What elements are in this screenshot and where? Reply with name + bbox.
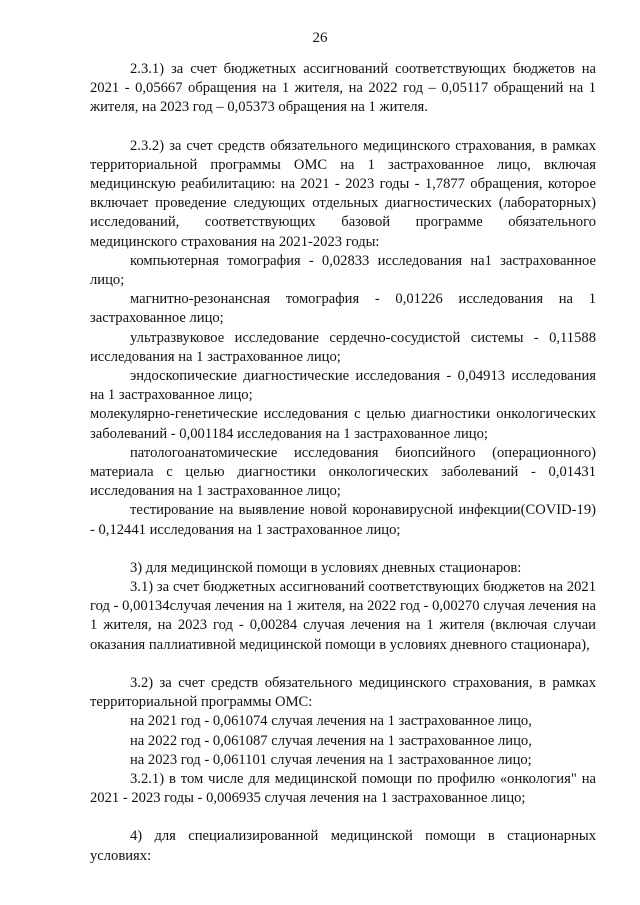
paragraph: 3.1) за счет бюджетных ассигнований соответствующих бюджетов на 2021 год - 0,00134случая лечения на 1 жителя, на 2022 год - 0,00270 случая лечения на 1 жителя, на 2023 год - 0,00284 случая лечения на 1 жителя (включая случаи оказания паллиативной медицинской помощи в условиях дневного стационара),	[90, 579, 596, 653]
page-number: 26	[312, 30, 328, 46]
paragraph: компьютерная томография - 0,02833 исследования на1 застрахованное лицо;	[90, 252, 596, 289]
paragraph: на 2023 год - 0,061101 случая лечения на 1 застрахованное лицо;	[130, 751, 532, 768]
paragraph: 2.3.2) за счет средств обязательного медицинского страхования, в рамках территориальной программы ОМС на 1 застрахованное лицо, включая медицинскую реабилитацию: на 2021 - 2023 годы - 1,7877 обращения, которое включает проведение следующих отдельных диагностических (лабораторных) исследований, соответствующих базовой программе обязательного медицинского страхования на 2021-2023 годы:	[90, 137, 596, 250]
paragraph: эндоскопические диагностические исследования - 0,04913 исследования на 1 застрахованное лицо;	[90, 368, 596, 404]
paragraph: 3.2.1) в том числе для медицинской помощи по профилю «онкология" на 2021 - 2023 годы - 0,006935 случая лечения на 1 застрахованное лицо;	[90, 770, 596, 807]
paragraph: 3) для медицинской помощи в условиях дневных стационаров:	[130, 559, 522, 576]
paragraph: на 2022 год - 0,061087 случая лечения на 1 застрахованное лицо,	[130, 732, 532, 749]
document-body	[90, 60, 596, 866]
paragraph: молекулярно-генетические исследования с целью диагностики онкологических заболеваний - 0,001184 исследования на 1 застрахованное лицо;	[90, 406, 596, 442]
paragraph: на 2021 год - 0,061074 случая лечения на 1 застрахованное лицо,	[130, 713, 532, 730]
paragraph: тестирование на выявление новой коронавирусной инфекции(COVID-19) - 0,12441 исследования на 1 застрахованное лицо;	[90, 502, 596, 538]
paragraph: магнитно-резонансная томография - 0,01226 исследования на 1 застрахованное лицо;	[90, 291, 596, 327]
paragraph: ультразвуковое исследование сердечно-сосудистой системы - 0,11588 исследования на 1 застрахованное лицо;	[90, 329, 596, 365]
paragraph: патологоанатомические исследования биопсийного (операционного) материала с целью диагностики онкологических заболеваний - 0,01431 исследования на 1 застрахованное лицо;	[90, 444, 596, 500]
paragraph: 4) для специализированной медицинской помощи в стационарных условиях:	[90, 828, 596, 864]
paragraph: 3.2) за счет средств обязательного медицинского страхования, в рамках территориальной программы ОМС:	[90, 674, 596, 711]
paragraph: 2.3.1) за счет бюджетных ассигнований соответствующих бюджетов на 2021 - 0,05667 обращения на 1 жителя, на 2022 год – 0,05117 обращений на 1 жителя, на 2023 год – 0,05373 обращения на 1 жителя.	[90, 61, 596, 116]
